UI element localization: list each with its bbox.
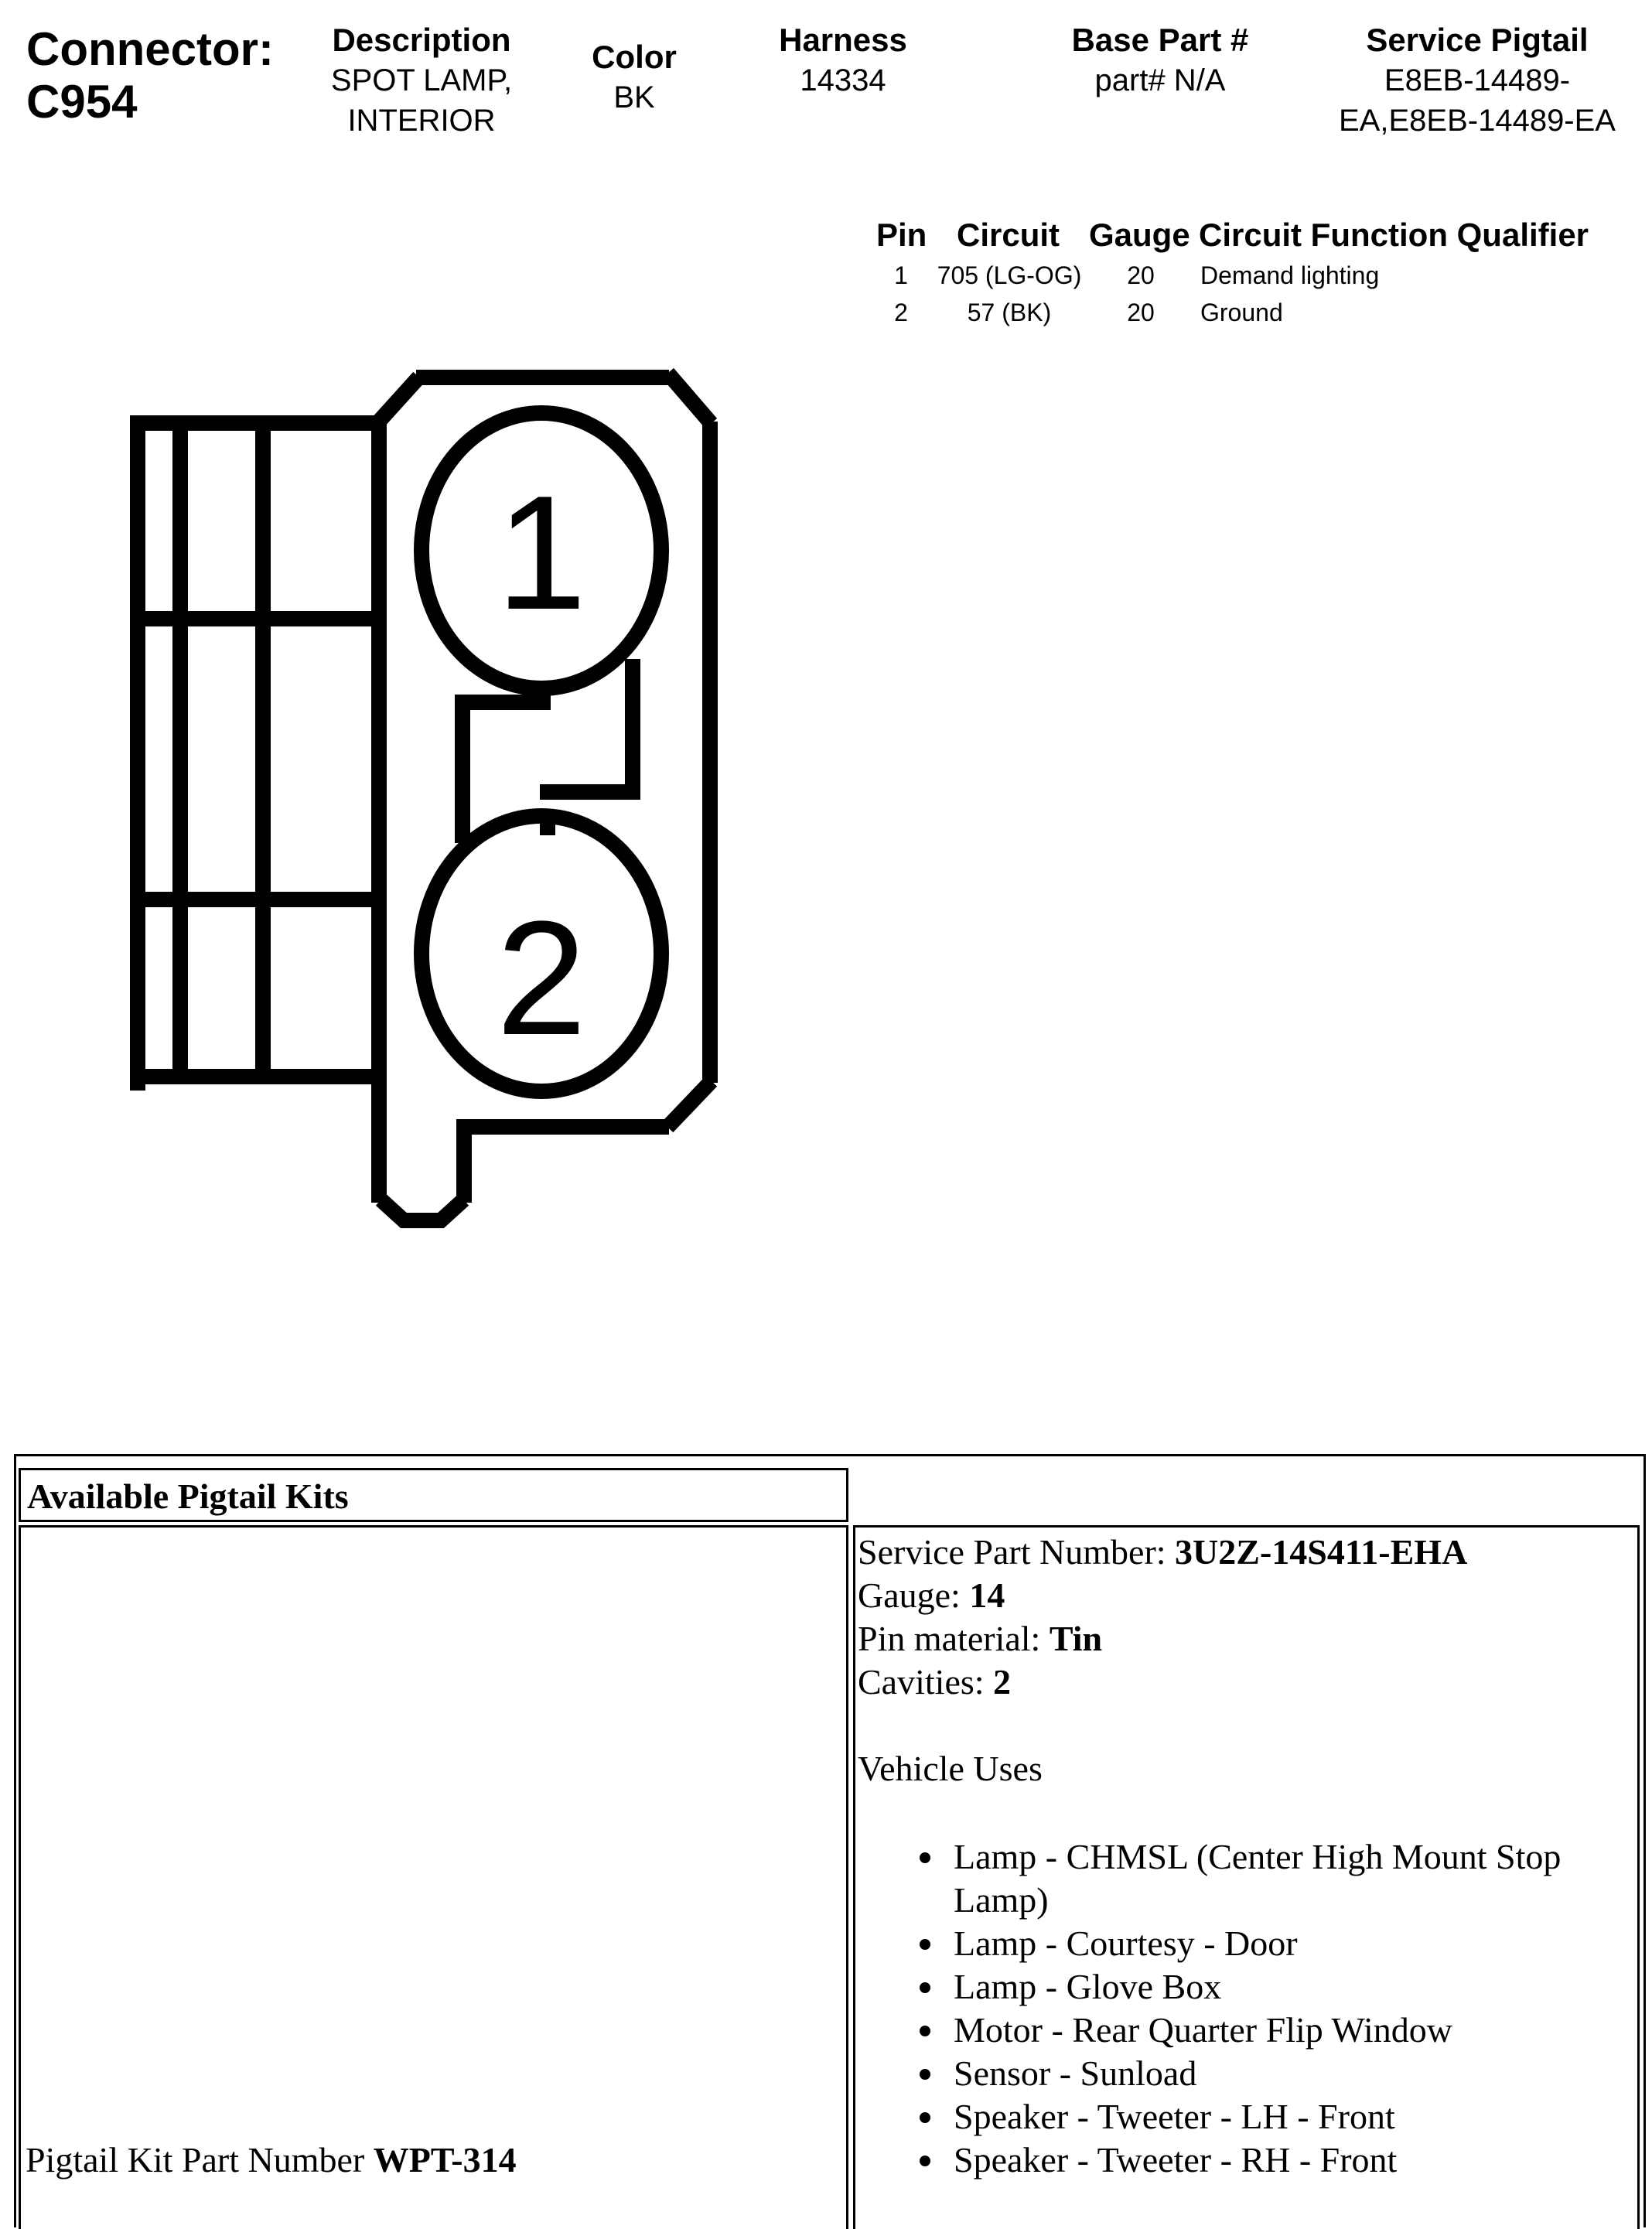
vehicle-use-item: [858, 2052, 1637, 2095]
vehicle-use-text: Lamp - Courtesy - Door: [954, 1923, 1298, 1963]
pin-1-label: 1: [496, 462, 587, 643]
gauge-header: Gauge: [1089, 217, 1190, 253]
bullet-icon: [920, 2156, 930, 2166]
description-line1: SPOT LAMP,: [330, 63, 513, 97]
color-heading: Color: [592, 39, 677, 75]
vehicle-use-text: Sensor - Sunload: [954, 2053, 1197, 2093]
vehicle-use-item: [858, 2139, 1637, 2182]
cavities-label: Cavities:: [858, 1662, 994, 1702]
vehicle-use-item: [858, 1965, 1637, 2009]
kit-gauge-value: 14: [969, 1575, 1005, 1615]
pin-2-label: 2: [496, 887, 587, 1069]
harness-value: 14334: [800, 63, 886, 97]
color-value: BK: [613, 80, 655, 114]
pigtail-kits-heading: Available Pigtail Kits: [27, 1476, 349, 1516]
vehicle-use-text: Motor - Rear Quarter Flip Window: [954, 2010, 1453, 2050]
bullet-icon: [920, 2112, 930, 2123]
base-part-heading: Base Part #: [1071, 22, 1249, 58]
vehicle-use-text: Speaker - Tweeter - RH - Front: [954, 2140, 1398, 2180]
service-pigtail-line2: EA,E8EB-14489-EA: [1339, 104, 1616, 138]
harness-heading: Harness: [779, 22, 907, 58]
row2-circuit: 57 (BK): [967, 299, 1052, 326]
connector-latch-block: [138, 423, 377, 1083]
bullet-icon: [920, 1939, 930, 1950]
vehicle-uses-list: [858, 1835, 1637, 2182]
pigtail-kits-heading-cell: [19, 1468, 848, 1522]
bullet-icon: [920, 2026, 930, 2036]
pin-header: Pin: [876, 217, 927, 253]
kit-part-label: Pigtail Kit Part Number: [26, 2140, 374, 2180]
vehicle-use-item: [858, 2095, 1637, 2139]
vehicle-use-item: [858, 1922, 1637, 1965]
connector-id: C954: [26, 76, 138, 128]
service-pigtail-heading: Service Pigtail: [1366, 22, 1589, 58]
cavities-value: 2: [993, 1662, 1012, 1702]
vehicle-use-text: Lamp - CHMSL (Center High Mount Stop Lamp): [954, 1837, 1562, 1920]
kit-gauge: [858, 1574, 1637, 1617]
connector-label: Connector:: [26, 23, 274, 75]
pigtail-kit-part-number: [26, 2139, 517, 2182]
pin-material-value: Tin: [1049, 1619, 1103, 1658]
row1-circuit: 705 (LG-OG): [937, 261, 1082, 289]
service-part-number: [858, 1531, 1637, 1574]
vehicle-use-item: [858, 2009, 1637, 2052]
bullet-icon: [920, 1982, 930, 1993]
row2-gauge: 20: [1127, 299, 1155, 326]
vehicle-use-text: Speaker - Tweeter - LH - Front: [954, 2097, 1395, 2136]
circuit-header: Circuit: [957, 217, 1060, 253]
pigtail-kit-image-cell: [19, 1525, 848, 2229]
vehicle-use-text: Lamp - Glove Box: [954, 1967, 1222, 2006]
vehicle-uses-label: Vehicle Uses: [858, 1749, 1043, 1788]
pin-material-label: Pin material:: [858, 1619, 1050, 1658]
service-part-value: 3U2Z-14S411-EHA: [1175, 1532, 1468, 1572]
row1-gauge: 20: [1127, 261, 1155, 289]
service-part-label: Service Part Number:: [858, 1532, 1176, 1572]
vehicle-use-item: [858, 1835, 1637, 1922]
kit-gauge-label: Gauge:: [858, 1575, 970, 1615]
description-heading: Description: [332, 22, 511, 58]
pigtail-kit-details-cell: [853, 1525, 1640, 2229]
row1-function: Demand lighting: [1200, 261, 1380, 289]
kit-part-value: WPT-314: [373, 2140, 517, 2180]
cavities: [858, 1661, 1637, 1704]
bullet-icon: [920, 2069, 930, 2080]
row2-pin: 2: [894, 299, 908, 326]
row1-pin: 1: [894, 261, 908, 289]
service-pigtail-line1: E8EB-14489-: [1384, 63, 1571, 97]
description-line2: INTERIOR: [347, 104, 496, 138]
base-part-value: part# N/A: [1094, 63, 1226, 97]
function-header: Circuit Function Qualifier: [1199, 217, 1589, 253]
pin-material: [858, 1617, 1637, 1661]
row2-function: Ground: [1200, 299, 1283, 326]
bullet-icon: [920, 1852, 930, 1863]
